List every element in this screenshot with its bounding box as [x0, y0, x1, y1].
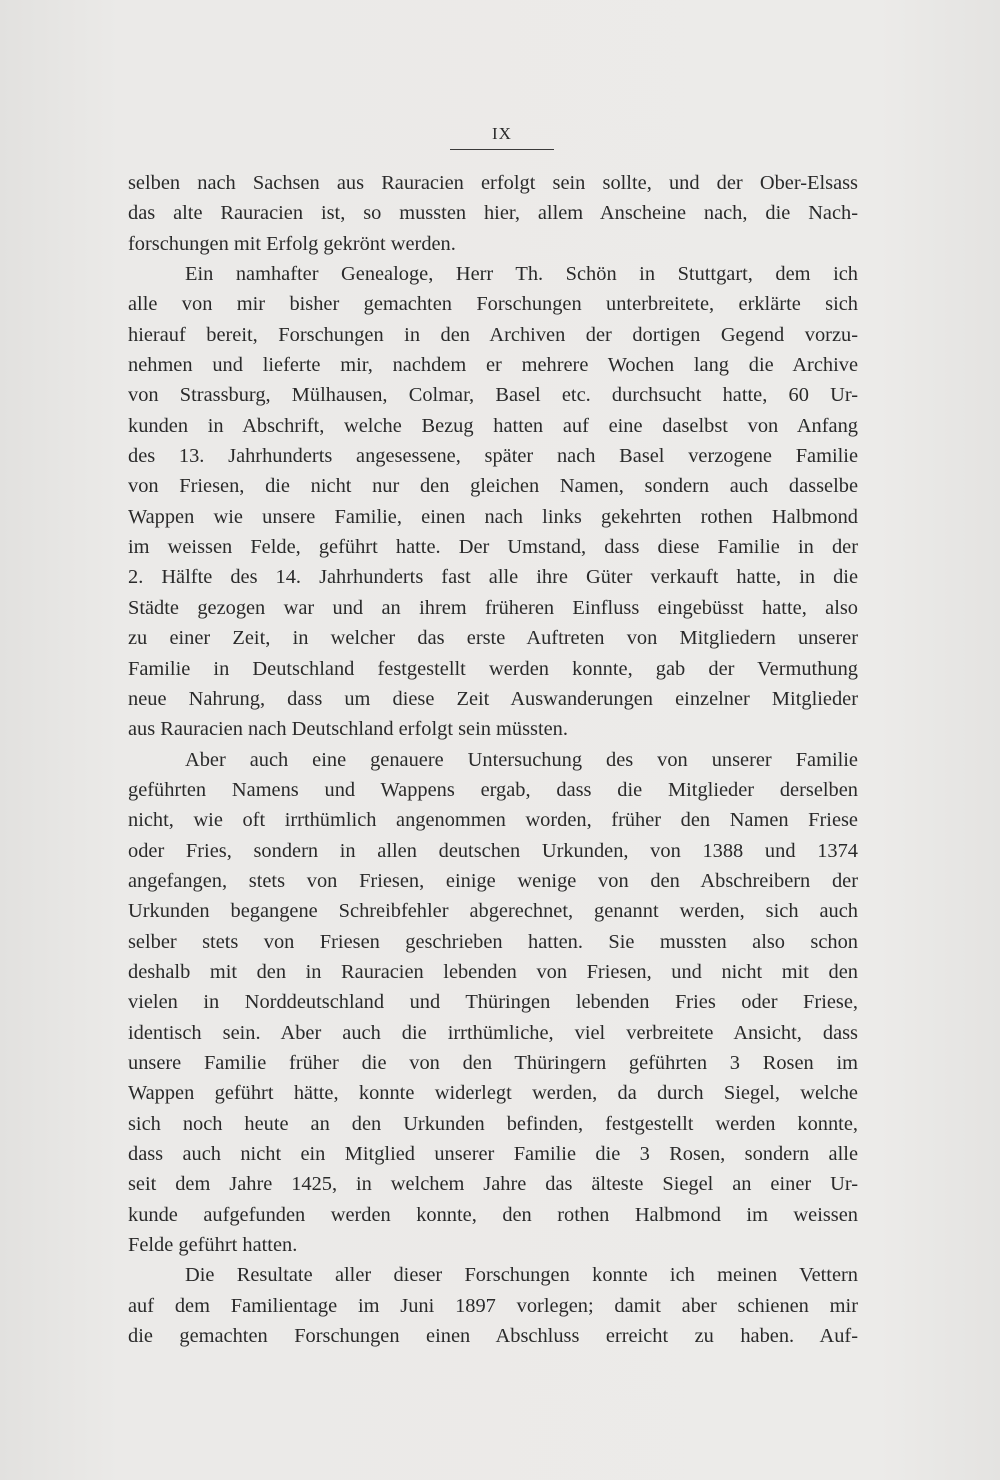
text-line: deshalb mit den in Rauracien lebenden von Friesen, und nicht mit den: [128, 960, 858, 983]
text-line: angefangen, stets von Friesen, einige wenige von den Abschreibern der: [128, 869, 858, 892]
text-line: vielen in Norddeutschland und Thüringen lebenden Fries oder Friese,: [128, 991, 858, 1014]
text-line: Familie in Deutschland festgestellt werden konnte, gab der Vermuthung: [128, 657, 858, 680]
text-line: die gemachten Forschungen einen Abschluss erreicht zu haben. Auf-: [128, 1325, 858, 1348]
text-line: im weissen Felde, geführt hatte. Der Umstand, dass diese Familie in der: [128, 536, 858, 559]
text-line: Felde geführt hatten.: [128, 1234, 298, 1257]
paragraph: [128, 259, 858, 745]
paragraph: [128, 1260, 858, 1351]
text-line: forschungen mit Erfolg gekrönt werden.: [128, 232, 456, 255]
text-line: das alte Rauracien ist, so mussten hier, allem Anscheine nach, die Nach-: [128, 202, 858, 225]
text-line: von Strassburg, Mülhausen, Colmar, Basel etc. durchsucht hatte, 60 Ur-: [128, 384, 858, 407]
text-line: Aber auch eine genauere Untersuchung des von unserer Familie: [185, 748, 858, 771]
text-line: hierauf bereit, Forschungen in den Archiven der dortigen Gegend vorzu-: [128, 323, 858, 346]
text-line: sich noch heute an den Urkunden befinden, festgestellt werden konnte,: [128, 1112, 858, 1135]
text-line: dass auch nicht ein Mitglied unserer Familie die 3 Rosen, sondern alle: [128, 1143, 858, 1165]
text-line: auf dem Familientage im Juni 1897 vorlegen; damit aber schienen mir: [128, 1294, 858, 1317]
text-line: kunden in Abschrift, welche Bezug hatten auf eine daselbst von Anfang: [128, 414, 858, 437]
text-line: nicht, wie oft irrthümlich angenommen worden, früher den Namen Friese: [128, 809, 858, 832]
text-line: Ein namhafter Genealoge, Herr Th. Schön in Stuttgart, dem ich: [185, 263, 858, 286]
text-line: Wappen geführt hätte, konnte widerlegt werden, da durch Siegel, welche: [128, 1082, 858, 1105]
text-line: Wappen wie unsere Familie, einen nach links gekehrten rothen Halbmond: [128, 505, 858, 528]
text-line: unsere Familie früher die von den Thüringern geführten 3 Rosen im: [128, 1051, 858, 1074]
text-line: des 13. Jahrhunderts angesessene, später nach Basel verzogene Familie: [128, 445, 858, 468]
text-line: zu einer Zeit, in welcher das erste Auftreten von Mitgliedern unserer: [128, 627, 858, 650]
text-line: oder Fries, sondern in allen deutschen Urkunden, von 1388 und 1374: [128, 839, 858, 862]
text-line: Urkunden begangene Schreibfehler abgerechnet, genannt werden, sich auch: [128, 900, 858, 923]
body-text: [128, 168, 858, 1351]
paragraph: [128, 745, 858, 1261]
text-line: Die Resultate aller dieser Forschungen konnte ich meinen Vettern: [185, 1264, 858, 1287]
text-line: selben nach Sachsen aus Rauracien erfolgt sein sollte, und der Ober-Elsass: [128, 172, 858, 194]
text-line: 2. Hälfte des 14. Jahrhunderts fast alle ihre Güter verkauft hatte, in die: [128, 566, 858, 589]
text-line: Städte gezogen war und an ihrem früheren Einfluss eingebüsst hatte, also: [128, 596, 858, 619]
page-number: IX: [450, 124, 554, 150]
text-line: neue Nahrung, dass um diese Zeit Auswanderungen einzelner Mitglieder: [128, 687, 858, 710]
text-line: seit dem Jahre 1425, in welchem Jahre das älteste Siegel an einer Ur-: [128, 1173, 858, 1196]
text-line: von Friesen, die nicht nur den gleichen Namen, sondern auch dasselbe: [128, 475, 858, 498]
text-line: aus Rauracien nach Deutschland erfolgt sein müssten.: [128, 718, 568, 741]
paragraph: [128, 168, 858, 259]
text-line: alle von mir bisher gemachten Forschungen unterbreitete, erklärte sich: [128, 293, 858, 316]
text-line: selber stets von Friesen geschrieben hatten. Sie mussten also schon: [128, 930, 858, 953]
text-line: geführten Namens und Wappens ergab, dass die Mitglieder derselben: [128, 778, 858, 801]
text-line: kunde aufgefunden werden konnte, den rothen Halbmond im weissen: [128, 1203, 858, 1226]
text-line: identisch sein. Aber auch die irrthümliche, viel verbreitete Ansicht, dass: [128, 1021, 858, 1044]
text-line: nehmen und lieferte mir, nachdem er mehrere Wochen lang die Archive: [128, 354, 858, 377]
